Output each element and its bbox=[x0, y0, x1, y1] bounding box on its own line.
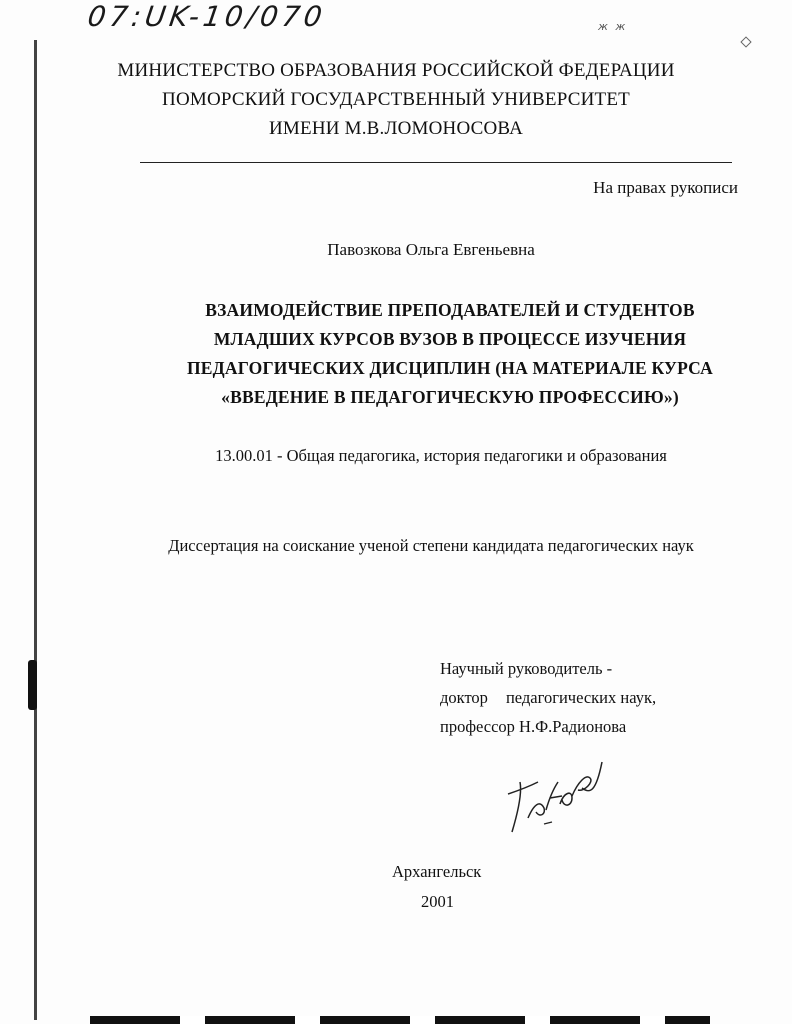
advisor-degree-word: доктор bbox=[440, 688, 488, 707]
scan-blot-artifact bbox=[28, 660, 37, 710]
specialty-code: 13.00.01 - Общая педагогика, история педагогики и образования bbox=[215, 446, 667, 465]
corner-handwritten-mark: ж ж bbox=[598, 20, 628, 33]
title-line: «ВВЕДЕНИЕ В ПЕДАГОГИЧЕСКУЮ ПРОФЕССИЮ») bbox=[221, 387, 679, 407]
author-name: Павозкова Ольга Евгеньевна bbox=[327, 240, 535, 259]
title-line: ПЕДАГОГИЧЕСКИХ ДИСЦИПЛИН (НА МАТЕРИАЛЕ КУРСА bbox=[187, 358, 713, 378]
corner-dot-mark bbox=[740, 36, 751, 47]
advisor-degree bbox=[440, 683, 656, 712]
advisor-degree-rest: педагогических наук, bbox=[505, 688, 657, 707]
scan-edge-artifact bbox=[34, 40, 37, 1020]
header-line-ministry: МИНИСТЕРСТВО ОБРАЗОВАНИЯ РОССИЙСКОЙ ФЕДЕРАЦИИ bbox=[117, 60, 675, 81]
rights-note: На правах рукописи bbox=[593, 178, 738, 197]
scan-bottom-artifact bbox=[90, 1016, 710, 1024]
year: 2001 bbox=[421, 892, 454, 911]
title-line: МЛАДШИХ КУРСОВ ВУЗОВ В ПРОЦЕССЕ ИЗУЧЕНИЯ bbox=[213, 329, 687, 349]
degree-statement: Диссертация на соискание ученой степени кандидата педагогических наук bbox=[168, 536, 694, 555]
header-line-university: ПОМОРСКИЙ ГОСУДАРСТВЕННЫЙ УНИВЕРСИТЕТ bbox=[162, 89, 630, 110]
advisor-role: Научный руководитель - bbox=[440, 659, 613, 678]
header-divider bbox=[140, 162, 732, 163]
scientific-advisor-block bbox=[440, 654, 656, 741]
title-line: ВЗАИМОДЕЙСТВИЕ ПРЕПОДАВАТЕЛЕЙ И СТУДЕНТОВ bbox=[205, 300, 695, 320]
archive-handwritten-mark: 07:UK-10/070 bbox=[85, 0, 329, 33]
dissertation-title bbox=[150, 296, 750, 412]
institution-header bbox=[0, 56, 792, 143]
city: Архангельск bbox=[392, 862, 482, 881]
handwritten-signature bbox=[500, 752, 610, 842]
advisor-name: профессор Н.Ф.Радионова bbox=[440, 717, 627, 736]
header-line-named-after: ИМЕНИ М.В.ЛОМОНОСОВА bbox=[269, 118, 523, 139]
